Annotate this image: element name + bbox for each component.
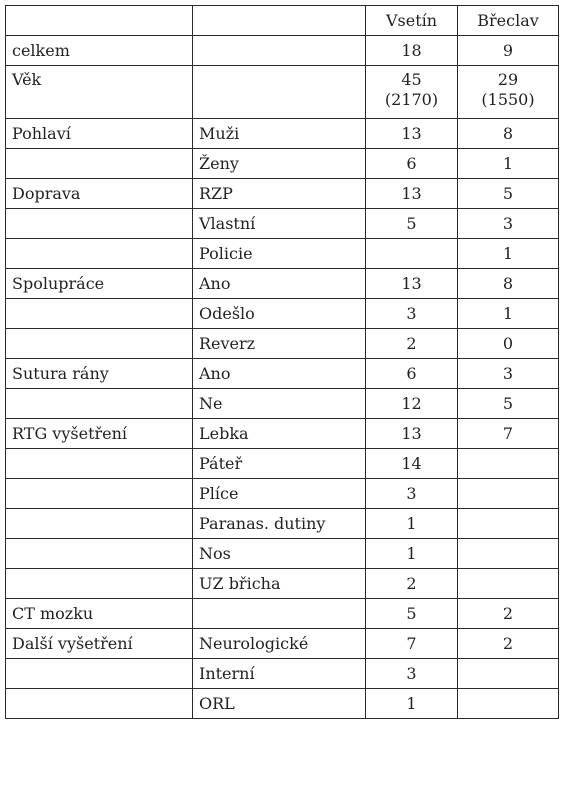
value-cell-breclav: 8 xyxy=(458,269,559,299)
row-label-cell xyxy=(6,239,193,269)
row-label-cell xyxy=(6,149,193,179)
header-cell-vsetin: Vsetín xyxy=(366,6,458,36)
table-row xyxy=(6,569,559,599)
value-cell-vsetin: 3 xyxy=(366,479,458,509)
value-cell-vsetin: 14 xyxy=(366,449,458,479)
value-cell-vsetin: 3 xyxy=(366,659,458,689)
value-cell-vsetin xyxy=(366,239,458,269)
row-label-cell xyxy=(6,689,193,719)
row-label-cell: Doprava xyxy=(6,179,193,209)
table-row xyxy=(6,269,559,299)
table-row xyxy=(6,179,559,209)
row-sublabel-cell: Plíce xyxy=(193,479,366,509)
value-cell-breclav xyxy=(458,539,559,569)
table-row xyxy=(6,299,559,329)
row-sublabel-cell: Policie xyxy=(193,239,366,269)
row-sublabel-cell xyxy=(193,599,366,629)
row-sublabel-cell: Vlastní xyxy=(193,209,366,239)
row-label-cell xyxy=(6,209,193,239)
row-label-cell xyxy=(6,509,193,539)
row-label-cell xyxy=(6,569,193,599)
table-row xyxy=(6,539,559,569)
data-table xyxy=(5,5,559,719)
row-sublabel-cell: Muži xyxy=(193,119,366,149)
table-row xyxy=(6,419,559,449)
cell-line: (1550) xyxy=(481,90,535,109)
cell-line: (2170) xyxy=(384,90,439,109)
value-cell-vsetin: 6 xyxy=(366,359,458,389)
value-cell-breclav: 2 xyxy=(458,629,559,659)
table-row xyxy=(6,119,559,149)
value-cell-breclav xyxy=(458,659,559,689)
value-cell-breclav xyxy=(458,66,559,119)
row-label-cell xyxy=(6,659,193,689)
row-label-cell: Další vyšetření xyxy=(6,629,193,659)
value-cell-breclav xyxy=(458,449,559,479)
cell-line: 45 xyxy=(401,70,422,89)
value-cell-vsetin: 13 xyxy=(366,419,458,449)
value-cell-vsetin: 13 xyxy=(366,179,458,209)
row-sublabel-cell xyxy=(193,36,366,66)
row-label-cell xyxy=(6,449,193,479)
row-label-cell: RTG vyšetření xyxy=(6,419,193,449)
header-cell-breclav: Břeclav xyxy=(458,6,559,36)
row-label-cell: Sutura rány xyxy=(6,359,193,389)
value-cell-vsetin: 2 xyxy=(366,569,458,599)
row-label-cell: Pohlaví xyxy=(6,119,193,149)
value-cell-vsetin: 13 xyxy=(366,269,458,299)
cell-line: 29 xyxy=(497,70,519,89)
table-row xyxy=(6,479,559,509)
value-cell-breclav xyxy=(458,509,559,539)
table-row xyxy=(6,659,559,689)
row-label-cell xyxy=(6,389,193,419)
row-sublabel-cell: Odešlo xyxy=(193,299,366,329)
row-label-cell xyxy=(6,539,193,569)
table-row xyxy=(6,509,559,539)
row-sublabel-cell: Paranas. dutiny xyxy=(193,509,366,539)
table-row xyxy=(6,329,559,359)
row-sublabel-cell: RZP xyxy=(193,179,366,209)
row-label-cell xyxy=(6,479,193,509)
header-cell xyxy=(193,6,366,36)
value-cell-breclav: 3 xyxy=(458,209,559,239)
table-row xyxy=(6,599,559,629)
value-cell-breclav: 9 xyxy=(458,36,559,66)
row-label-cell: celkem xyxy=(6,36,193,66)
value-cell-breclav: 1 xyxy=(458,299,559,329)
value-cell-breclav: 8 xyxy=(458,119,559,149)
row-sublabel-cell: Ženy xyxy=(193,149,366,179)
value-cell-vsetin: 5 xyxy=(366,209,458,239)
value-cell-breclav: 1 xyxy=(458,239,559,269)
value-cell-breclav: 7 xyxy=(458,419,559,449)
value-cell-vsetin: 12 xyxy=(366,389,458,419)
row-sublabel-cell: Reverz xyxy=(193,329,366,359)
header-cell xyxy=(6,6,193,36)
value-cell-vsetin: 6 xyxy=(366,149,458,179)
value-cell-vsetin: 1 xyxy=(366,539,458,569)
row-sublabel-cell xyxy=(193,66,366,119)
value-cell-breclav: 2 xyxy=(458,599,559,629)
value-cell-breclav: 5 xyxy=(458,389,559,419)
row-sublabel-cell: Neurologické xyxy=(193,629,366,659)
row-sublabel-cell: Lebka xyxy=(193,419,366,449)
row-label-cell xyxy=(6,329,193,359)
table-row xyxy=(6,209,559,239)
value-cell-vsetin: 13 xyxy=(366,119,458,149)
table-row xyxy=(6,389,559,419)
value-cell-breclav xyxy=(458,479,559,509)
value-cell-vsetin: 18 xyxy=(366,36,458,66)
value-cell-breclav: 5 xyxy=(458,179,559,209)
table-row xyxy=(6,449,559,479)
table-row xyxy=(6,689,559,719)
value-cell-vsetin: 2 xyxy=(366,329,458,359)
table-row xyxy=(6,629,559,659)
value-cell-breclav xyxy=(458,689,559,719)
row-sublabel-cell: Páteř xyxy=(193,449,366,479)
value-cell-vsetin: 5 xyxy=(366,599,458,629)
row-sublabel-cell: Ano xyxy=(193,269,366,299)
table-row xyxy=(6,149,559,179)
value-cell-breclav xyxy=(458,569,559,599)
row-label-cell: Spolupráce xyxy=(6,269,193,299)
row-sublabel-cell: ORL xyxy=(193,689,366,719)
value-cell-vsetin: 1 xyxy=(366,509,458,539)
row-sublabel-cell: Interní xyxy=(193,659,366,689)
row-label-cell: CT mozku xyxy=(6,599,193,629)
table-row xyxy=(6,239,559,269)
value-cell-vsetin xyxy=(366,66,458,119)
table-row xyxy=(6,66,559,119)
value-cell-vsetin: 1 xyxy=(366,689,458,719)
header-row xyxy=(6,6,559,36)
row-sublabel-cell: Nos xyxy=(193,539,366,569)
row-sublabel-cell: UZ břicha xyxy=(193,569,366,599)
table-row xyxy=(6,36,559,66)
value-cell-breclav: 0 xyxy=(458,329,559,359)
row-label-cell: Věk xyxy=(6,66,193,119)
row-label-cell xyxy=(6,299,193,329)
value-cell-vsetin: 7 xyxy=(366,629,458,659)
value-cell-breclav: 3 xyxy=(458,359,559,389)
row-sublabel-cell: Ne xyxy=(193,389,366,419)
table-row xyxy=(6,359,559,389)
value-cell-vsetin: 3 xyxy=(366,299,458,329)
value-cell-breclav: 1 xyxy=(458,149,559,179)
row-sublabel-cell: Ano xyxy=(193,359,366,389)
